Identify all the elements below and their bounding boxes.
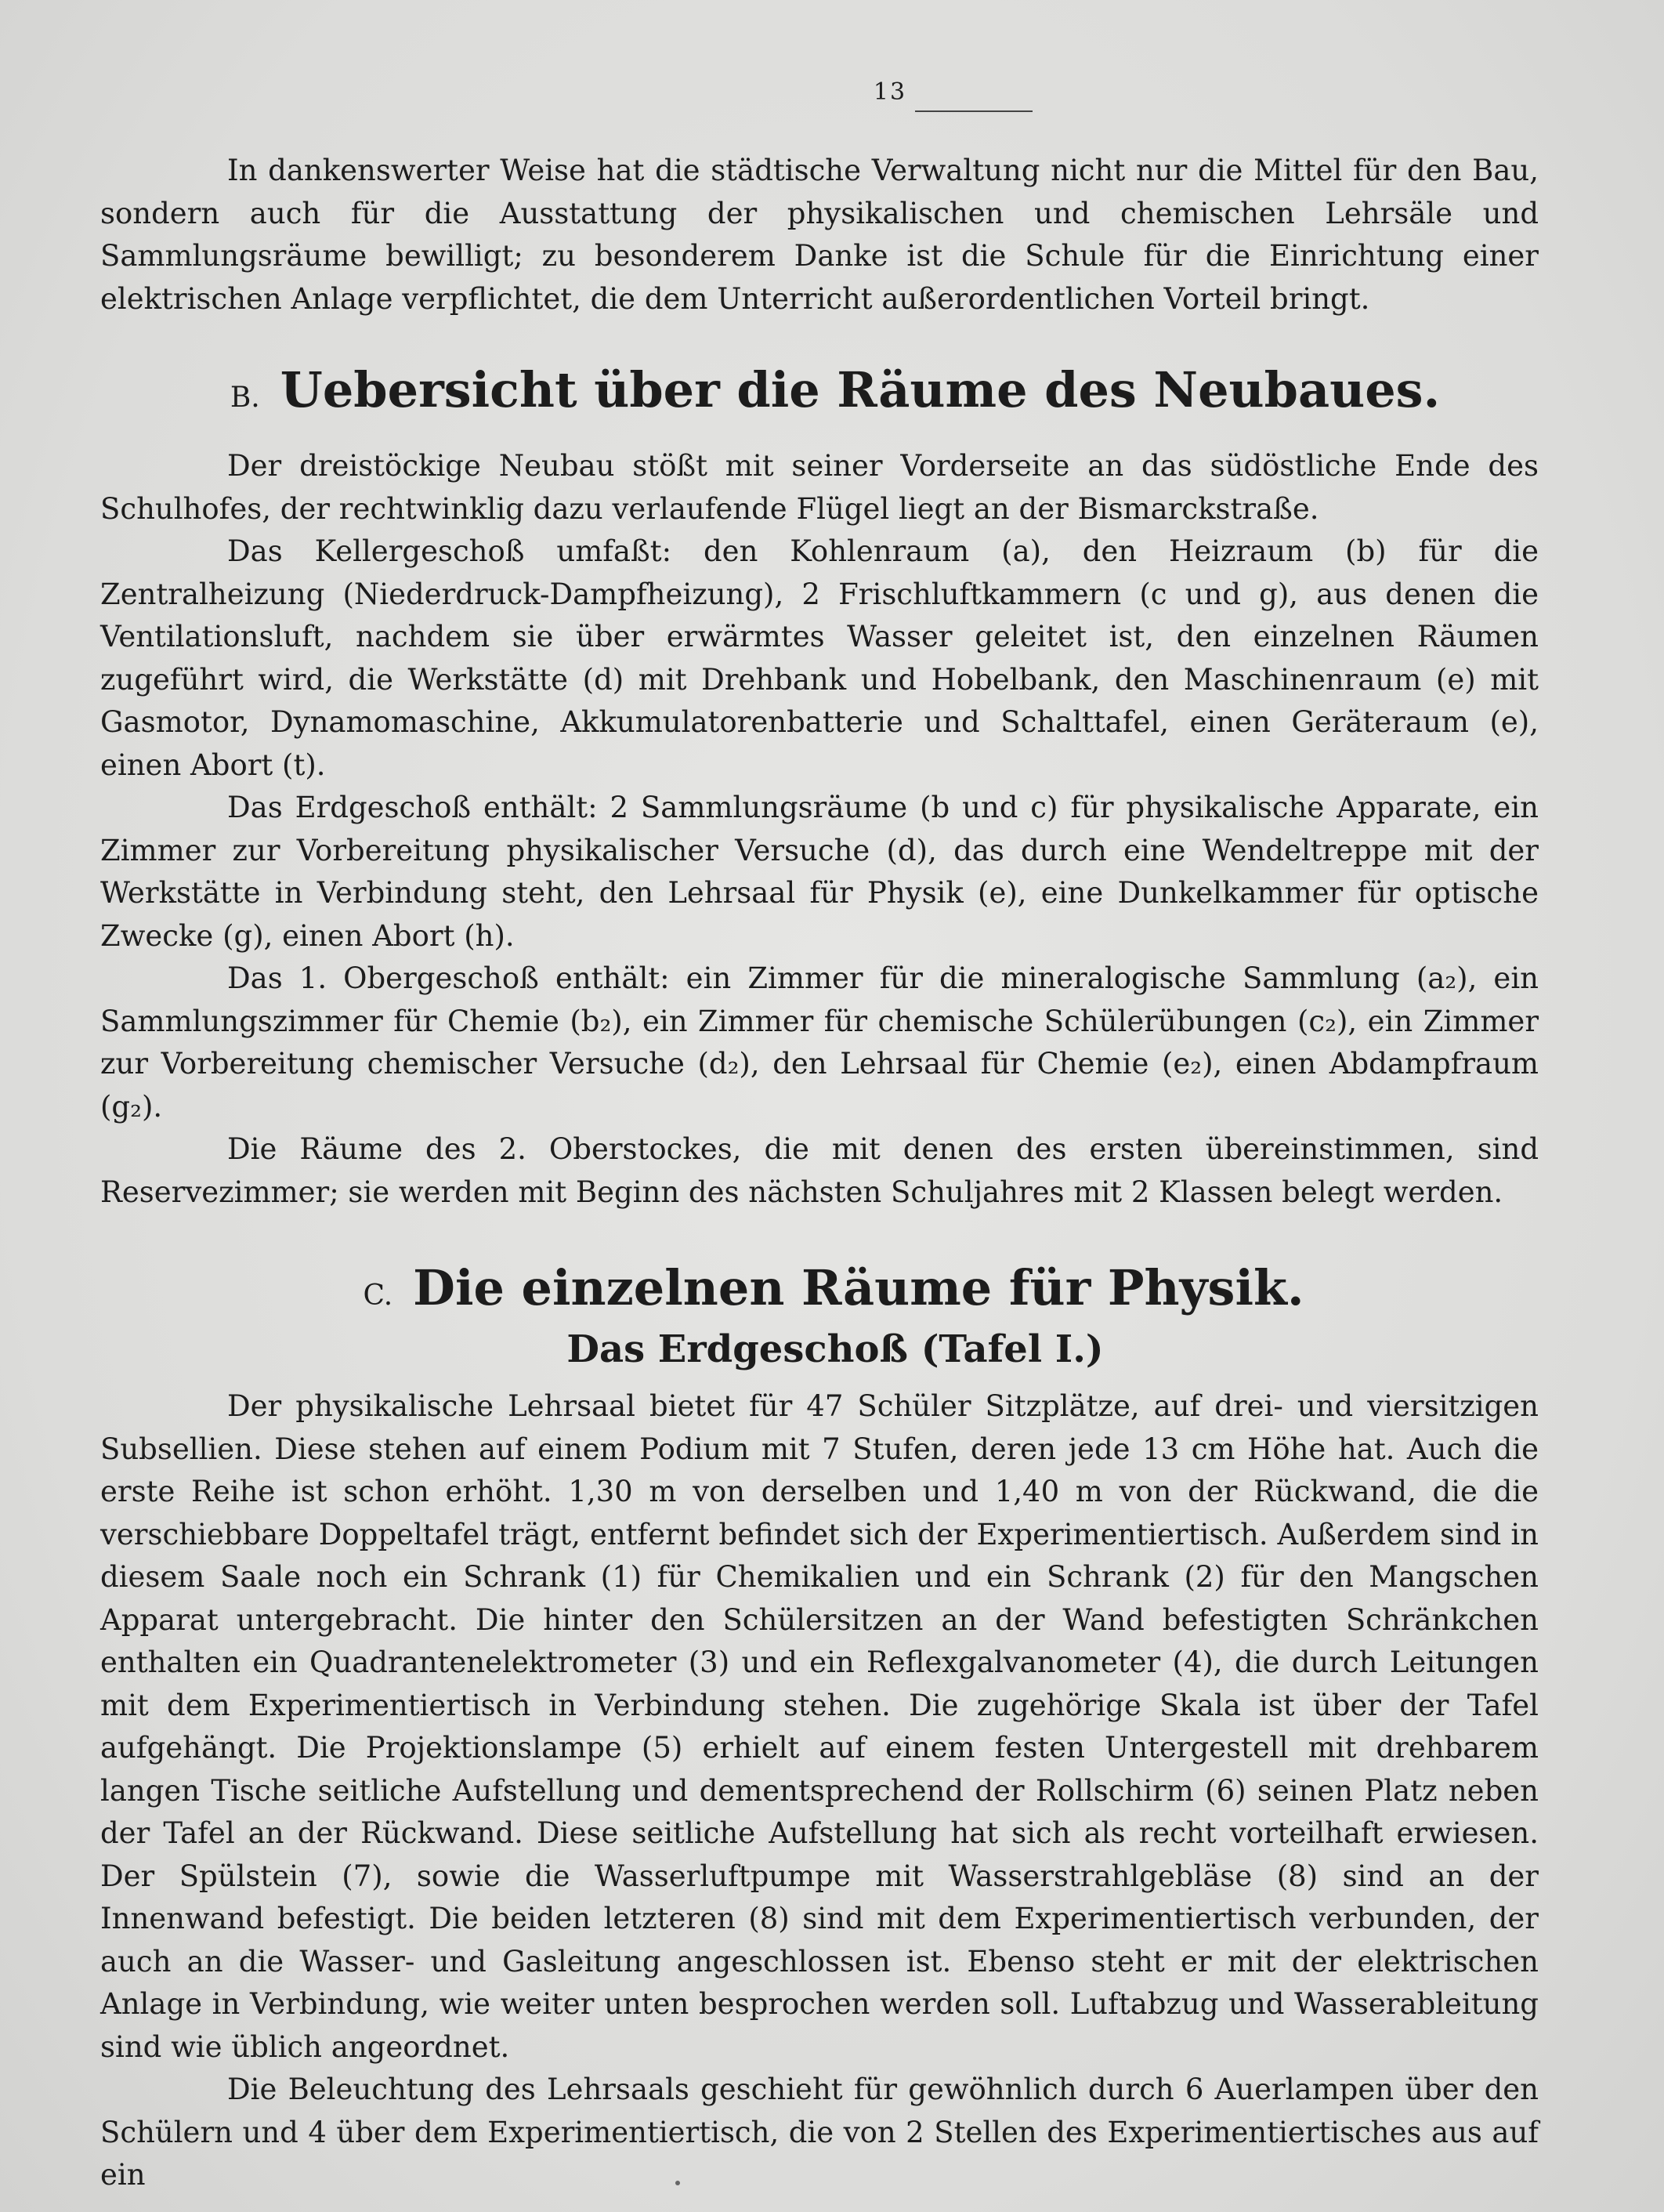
- section-b-title: Uebersicht über die Räume des Neubaues.: [280, 361, 1441, 418]
- intro-paragraph: In dankenswerter Weise hat die städtische Verwaltung nicht nur die Mittel für den Bau, sondern auch für die Ausstattung der physikalischen und chemischen Lehrsäle und Sammlungsräume bewilligt; zu besonderem Danke ist die Schule für die Einrichtung einer elektrischen Anlage verpflichtet, die dem Unterricht außerordentlichen Vorteil bringt.: [100, 154, 1539, 316]
- section-c-subtitle: Das Erdgeschoß (Tafel I.): [566, 1327, 1104, 1371]
- section-b-paragraph: Der dreistöckige Neubau stößt mit seiner Vorderseite an das südöstliche Ende des Schulhofes, der rechtwinklig dazu verlaufende Flügel liegt an der Bismarckstraße.: [100, 449, 1539, 526]
- section-c-title: Die einzelnen Räume für Physik.: [413, 1259, 1304, 1316]
- section-b-paragraph: Das 1. Obergeschoß enthält: ein Zimmer für die mineralogische Sammlung (a₂), ein Sammlungszimmer für Chemie (b₂), ein Zimmer für chemische Schülerübungen (c₂), ein Zimmer zur Vorbereitung chemischer Versuche (d₂), den Lehrsaal für Chemie (e₂), einen Abdampfraum (g₂).: [100, 961, 1539, 1124]
- section-c-paragraph: Die Beleuchtung des Lehrsaals geschieht für gewöhnlich durch 6 Auerlampen über den Schülern und 4 über dem Experimentiertisch, die von 2 Stellen des Experimentiertisches aus auf ein: [100, 2073, 1539, 2192]
- section-b-paragraph: Das Erdgeschoß enthält: 2 Sammlungsräume (b und c) für physikalische Apparate, ein Zimmer zur Vorbereitung physikalischer Versuche (d), das durch eine Wendeltreppe mit der Werkstätte in Verbindung steht, den Lehrsaal für Physik (e), eine Dunkelkammer für optische Zwecke (g), einen Abort (h).: [100, 791, 1539, 953]
- section-b-letter: B.: [230, 382, 260, 414]
- section-b-paragraph: Das Kellergeschoß umfaßt: den Kohlenraum (a), den Heizraum (b) für die Zentralheizung (Niederdruck-Dampfheizung), 2 Frischluftkammern (c und g), aus denen die Ventilationsluft, nachdem sie über erwärmtes Wasser geleitet ist, den einzelnen Räumen zugeführt wird, die Werkstätte (d) mit Drehbank und Hobelbank, den Maschinenraum (e) mit Gasmotor, Dynamomaschine, Akkumulatorenbatterie und Schalttafel, einen Geräteraum (e), einen Abort (t).: [100, 534, 1539, 782]
- page-number: 13: [873, 78, 907, 106]
- section-c-heading: [128, 1259, 1539, 1316]
- section-c-paragraph: Der physikalische Lehrsaal bietet für 47 Schüler Sitzplätze, auf drei- und viersitzigen Subsellien. Diese stehen auf einem Podium mit 7 Stufen, deren jede 13 cm Höhe hat. Auch die erste Reihe ist schon erhöht. 1,30 m von derselben und 1,40 m von der Rückwand, die die verschiebbare Doppeltafel trägt, entfernt befindet sich der Experimentiertisch. Außerdem sind in diesem Saale noch ein Schrank (1) für Chemikalien und ein Schrank (2) für den Mangschen Apparat untergebracht. Die hinter den Schülersitzen an der Wand befestigten Schränkchen enthalten ein Quadrantenelektrometer (3) und ein Reflexgalvanometer (4), die durch Leitungen mit dem Experimentiertisch in Verbindung stehen. Die zugehörige Skala ist über der Tafel aufgehängt. Die Projektionslampe (5) erhielt auf einem festen Untergestell mit drehbarem langen Tische seitliche Aufstellung und dementsprechend der Rollschirm (6) seinen Platz neben der Tafel an der Rückwand. Diese seitliche Aufstellung hat sich als recht vorteilhaft erwiesen. Der Spülstein (7), sowie die Wasserluftpumpe mit Wasserstrahlgebläse (8) sind an der Innenwand befestigt. Die beiden letzteren (8) sind mit dem Experimentiertisch verbunden, der auch an die Wasser- und Gasleitung angeschlossen ist. Ebenso steht er mit der elektrischen Anlage in Verbindung, wie weiter unten besprochen werden soll. Luftabzug und Wasserableitung sind wie üblich angeordnet.: [100, 1389, 1539, 2064]
- section-b-heading: [132, 361, 1539, 418]
- section-b-paragraph: Die Räume des 2. Oberstockes, die mit denen des ersten übereinstimmen, sind Reservezimmer; sie werden mit Beginn des nächsten Schuljahres mit 2 Klassen belegt werden.: [100, 1132, 1539, 1209]
- section-c-letter: C.: [363, 1280, 393, 1312]
- page-number-rule: [915, 110, 1033, 112]
- print-speck: [675, 2181, 680, 2185]
